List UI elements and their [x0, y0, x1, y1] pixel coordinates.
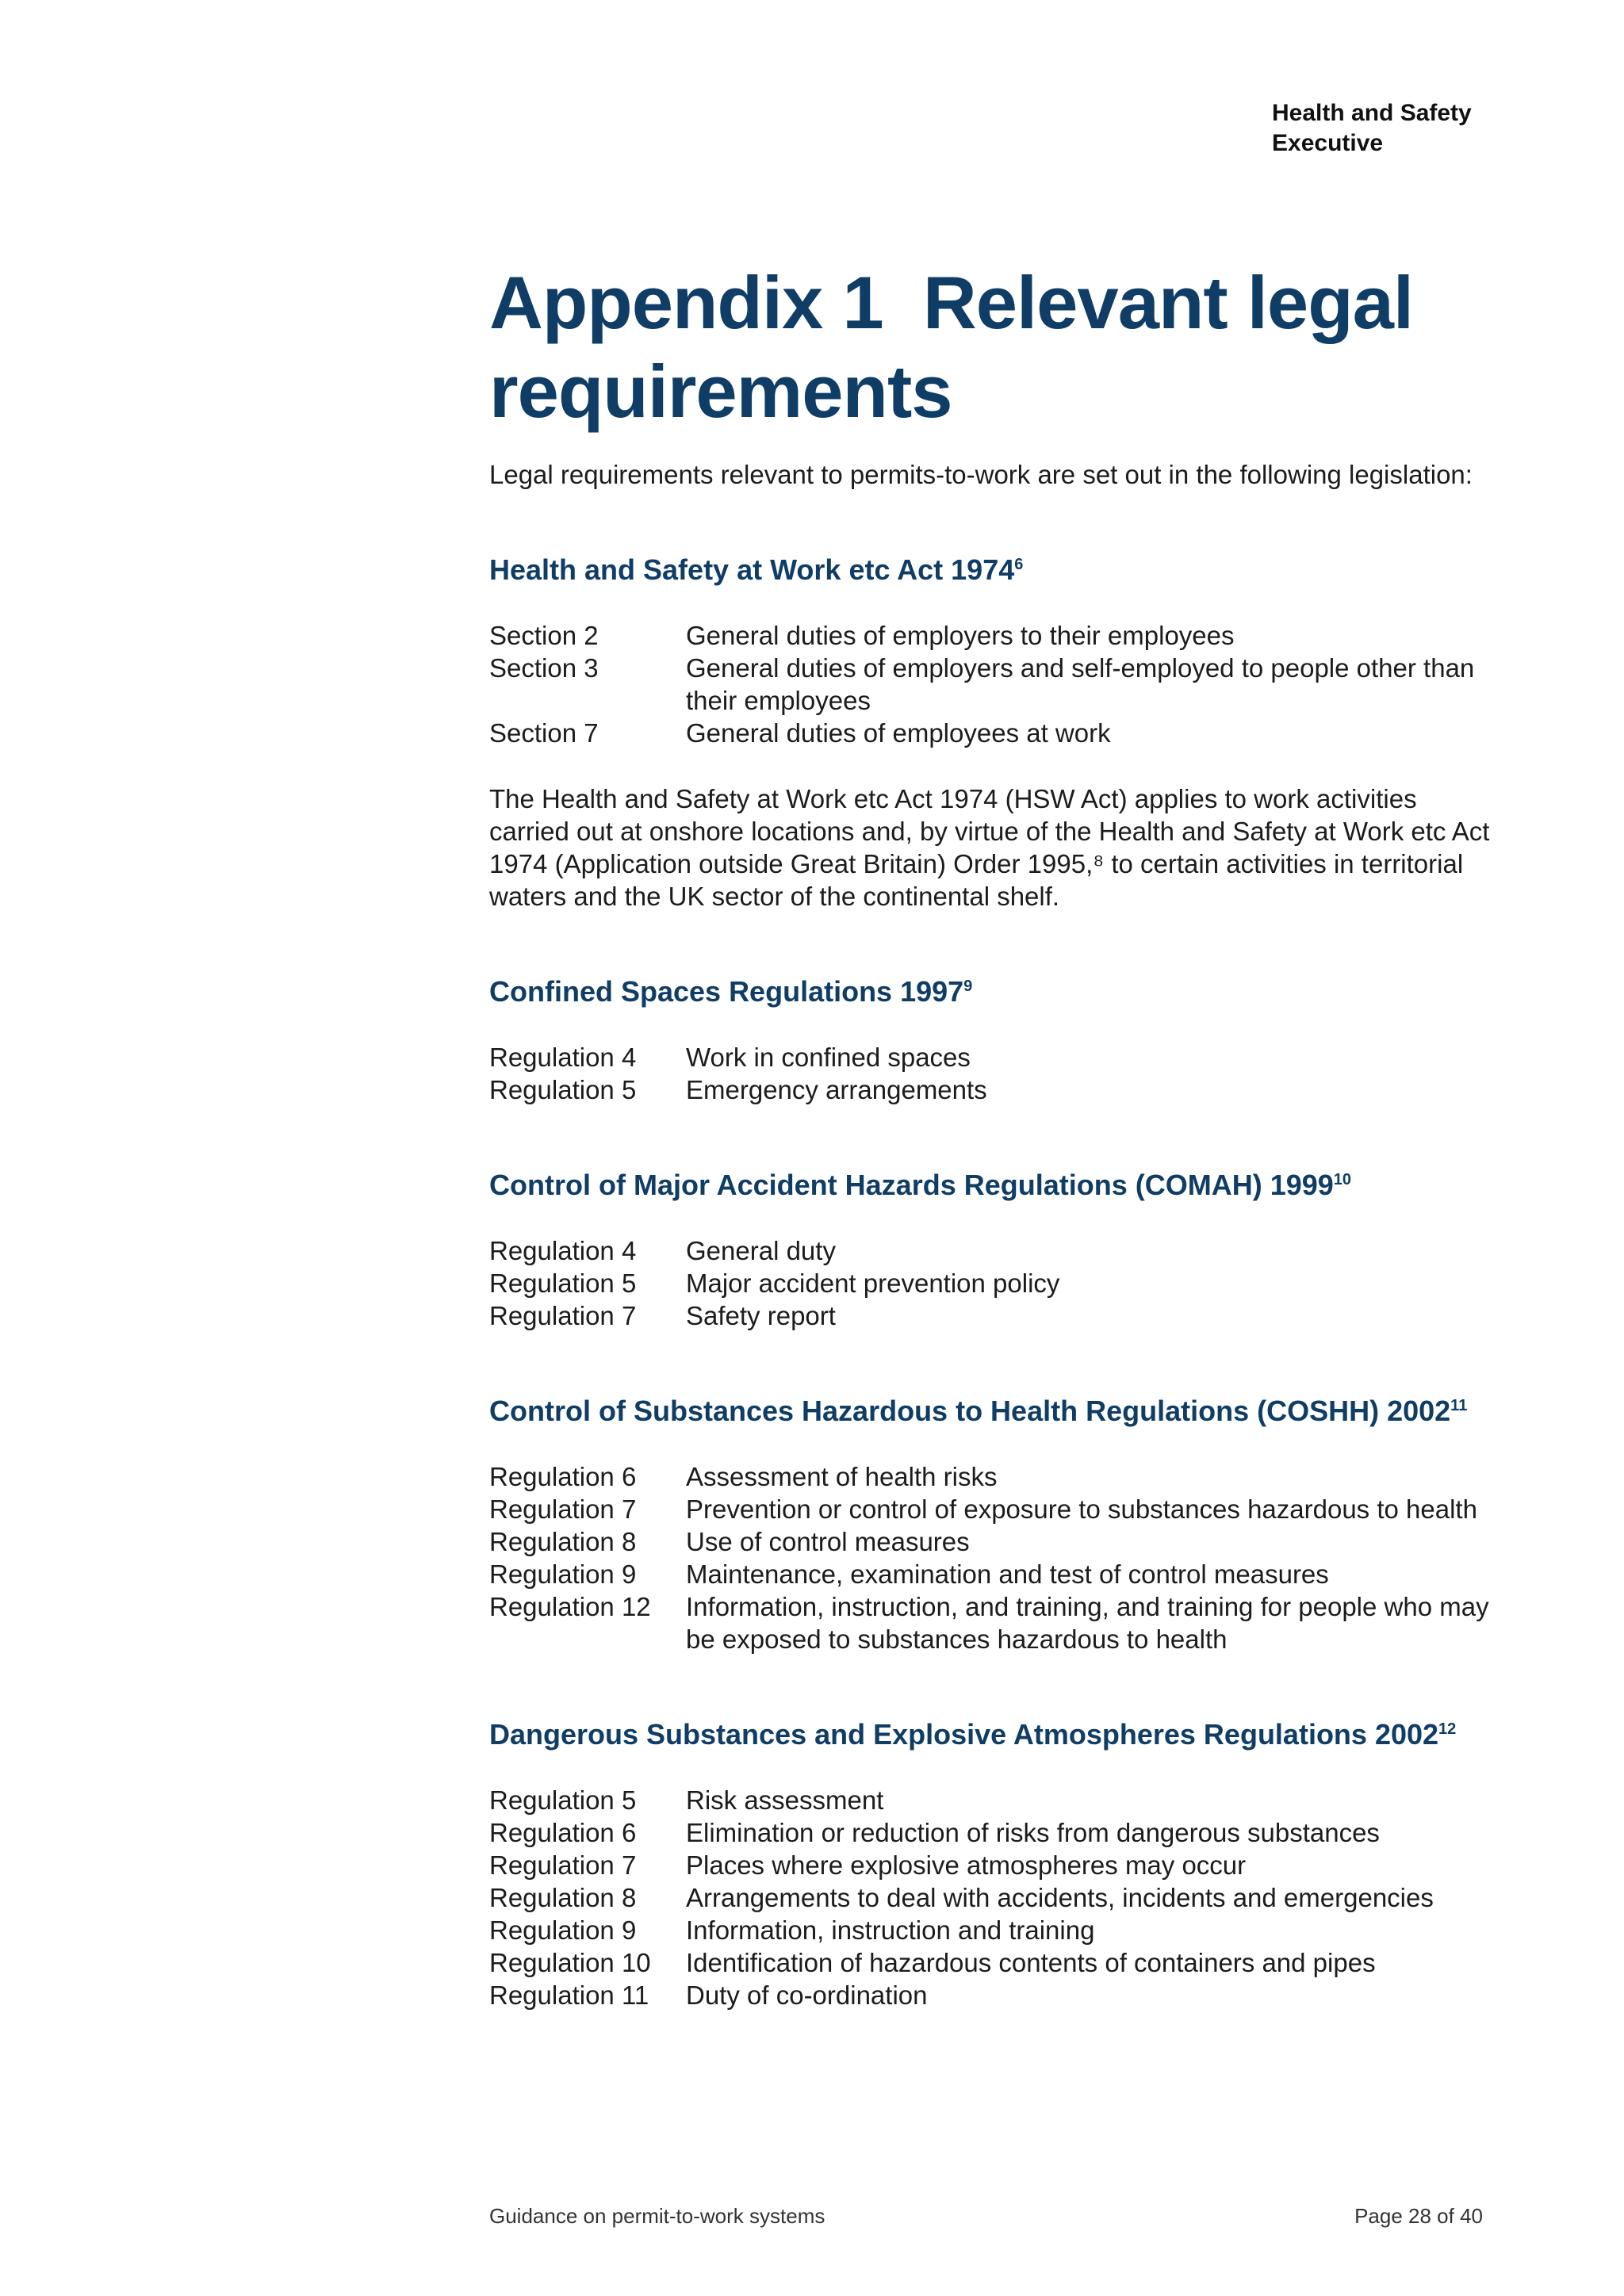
regulation-desc: Information, instruction and training [686, 1915, 1095, 1945]
org-line-1: Health and Safety [1272, 100, 1472, 126]
footnote-ref: 10 [1333, 1171, 1352, 1188]
regulation-list [489, 1234, 1496, 1332]
regulation-ref: Regulation 6 [489, 1818, 637, 1847]
list-item [489, 1979, 1496, 2011]
regulation-ref: Regulation 7 [489, 1494, 637, 1524]
regulation-ref: Section 2 [489, 621, 599, 650]
regulation-desc: General duties of employees at work [686, 718, 1111, 748]
regulation-list [489, 1460, 1496, 1655]
list-item [489, 1914, 1496, 1946]
regulation-ref: Regulation 11 [489, 1980, 649, 2010]
title-line-1: Appendix 1 Relevant legal [489, 261, 1414, 344]
list-item [489, 1299, 1496, 1332]
regulation-ref: Regulation 12 [489, 1592, 651, 1621]
regulation-desc: Major accident prevention policy [686, 1269, 1060, 1298]
footnote-ref: 12 [1438, 1720, 1457, 1738]
section-confined-spaces [489, 975, 1496, 1106]
section-heading: Confined Spaces Regulations 1997$^9$ [489, 975, 973, 1008]
section-hsw-act [489, 553, 1496, 913]
regulation-desc: General duties of employers to their employees [686, 621, 1235, 650]
regulation-list [489, 619, 1496, 749]
regulation-ref: Regulation 8 [489, 1883, 637, 1912]
list-item [489, 1946, 1496, 1979]
regulation-desc: Arrangements to deal with accidents, incidents and emergencies [686, 1883, 1434, 1912]
section-dsear [489, 1718, 1496, 2011]
list-item [489, 1590, 1496, 1655]
list-item [489, 1881, 1496, 1914]
list-item [489, 1849, 1496, 1881]
org-line-2: Executive [1272, 130, 1384, 156]
footnote-ref: 6 [1014, 556, 1024, 573]
section-heading: Control of Major Accident Hazards Regulations (COMAH) 1999$^{10}$ [489, 1169, 1352, 1201]
regulation-desc: Places where explosive atmospheres may occur [686, 1850, 1247, 1880]
section-heading: Control of Substances Hazardous to Health Regulations (COSHH) 2002$^{11}$ [489, 1395, 1468, 1427]
regulation-desc: General duties of employers and self-employed to people other than their employees [686, 653, 1475, 715]
regulation-desc: Maintenance, examination and test of control measures [686, 1559, 1329, 1589]
footer-page-number: Page 28 of 40 [1354, 2204, 1483, 2228]
list-item [489, 1493, 1496, 1525]
regulation-ref: Section 3 [489, 653, 599, 683]
regulation-list [489, 1784, 1496, 2011]
list-item [489, 1041, 1496, 1073]
regulation-desc: Use of control measures [686, 1527, 970, 1556]
list-item [489, 652, 1496, 717]
list-item [489, 1816, 1496, 1849]
list-item [489, 1525, 1496, 1558]
list-item [489, 1784, 1496, 1816]
regulation-ref: Regulation 9 [489, 1915, 637, 1945]
regulation-desc: Information, instruction, and training, and training for people who may be exposed to substances hazardous to health [686, 1592, 1489, 1654]
list-item [489, 1267, 1496, 1299]
list-item [489, 1234, 1496, 1267]
regulation-ref: Regulation 10 [489, 1948, 651, 1977]
regulation-desc: Identification of hazardous contents of containers and pipes [686, 1948, 1376, 1977]
regulation-ref: Regulation 7 [489, 1850, 637, 1880]
title-line-2: requirements [489, 350, 952, 433]
page-title [489, 258, 1496, 436]
regulation-list [489, 1041, 1496, 1106]
regulation-desc: Risk assessment [686, 1785, 884, 1815]
section-heading: Health and Safety at Work etc Act 1974$^6$ [489, 553, 1024, 586]
regulation-ref: Regulation 9 [489, 1559, 637, 1589]
list-item [489, 717, 1496, 749]
intro-paragraph: Legal requirements relevant to permits-to-work are set out in the following legislation: [489, 460, 1473, 489]
section-heading: Dangerous Substances and Explosive Atmospheres Regulations 2002$^{12}$ [489, 1718, 1457, 1751]
list-item [489, 1073, 1496, 1106]
regulation-desc: Work in confined spaces [686, 1043, 971, 1072]
footnote-ref: 9 [963, 978, 973, 995]
list-item [489, 1558, 1496, 1590]
regulation-desc: Duty of co-ordination [686, 1980, 928, 2010]
regulation-ref: Regulation 5 [489, 1785, 637, 1815]
regulation-desc: Elimination or reduction of risks from dangerous substances [686, 1818, 1380, 1847]
list-item [489, 1460, 1496, 1493]
regulation-desc: General duty [686, 1236, 836, 1265]
page-content [489, 258, 1496, 2011]
organisation-name [1272, 98, 1589, 159]
regulation-ref: Section 7 [489, 718, 599, 748]
footnote-ref: 11 [1450, 1397, 1468, 1414]
regulation-desc: Emergency arrangements [686, 1075, 987, 1104]
hsw-act-note: The Health and Safety at Work etc Act 1974 (HSW Act) applies to work activities carried out at onshore locations and, by virtue of the Health and Safety at Work etc Act 1974 (Application outside Great Britain) Order 1995,⁸ to certain activities in territorial waters and the UK sector of the continental shelf. [489, 784, 1490, 911]
regulation-desc: Safety report [686, 1301, 836, 1330]
regulation-ref: Regulation 4 [489, 1043, 637, 1072]
regulation-desc: Prevention or control of exposure to substances hazardous to health [686, 1494, 1477, 1524]
section-comah [489, 1169, 1496, 1332]
regulation-ref: Regulation 5 [489, 1075, 637, 1104]
regulation-ref: Regulation 7 [489, 1301, 637, 1330]
regulation-ref: Regulation 8 [489, 1527, 637, 1556]
list-item [489, 619, 1496, 652]
regulation-ref: Regulation 5 [489, 1269, 637, 1298]
regulation-ref: Regulation 6 [489, 1462, 637, 1491]
regulation-ref: Regulation 4 [489, 1236, 637, 1265]
footer-document-title: Guidance on permit-to-work systems [489, 2204, 825, 2228]
regulation-desc: Assessment of health risks [686, 1462, 998, 1491]
section-coshh [489, 1395, 1496, 1655]
